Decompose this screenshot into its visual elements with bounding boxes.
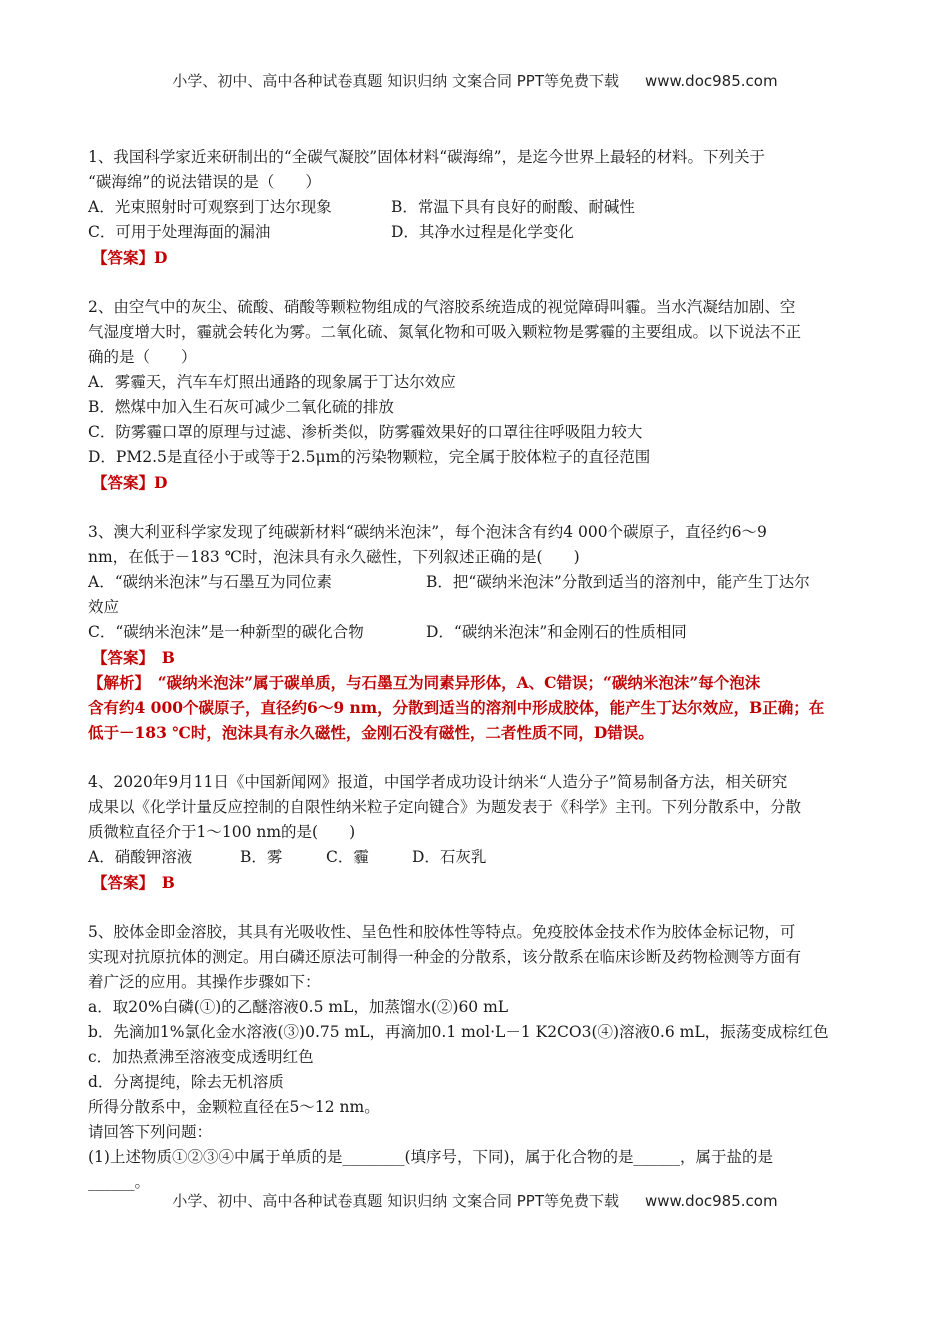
header-site[interactable]: www.doc985.com: [644, 72, 778, 90]
option-a: A．硝酸钾溶液: [88, 848, 193, 866]
option-d: D．“碳纳米泡沫”和金刚石的性质相同: [426, 623, 687, 641]
question-stem-line: 5、胶体金即金溶胶，其具有光吸收性、呈色性和胶体性等特点。免疫胶体金技术作为胶体金标记物，可: [88, 923, 796, 941]
question-stem-line: “碳海绵”的说法错误的是（ ）: [88, 173, 321, 191]
explanation-line: 低于－183 ℃时，泡沫具有永久磁性，金刚石没有磁性，二者性质不同，D错误。: [88, 723, 654, 742]
document-body: [88, 145, 863, 1195]
option-b-continued: 效应: [88, 598, 120, 616]
question-4: [88, 770, 863, 895]
option-c: C．霾: [326, 848, 369, 866]
question-stem-line: 着广泛的应用。其操作步骤如下：: [88, 973, 321, 991]
option-a: A．雾霾天，汽车车灯照出通路的现象属于丁达尔效应: [88, 373, 456, 391]
sub-question-1-continued: ______。: [88, 1173, 151, 1191]
question-stem-line: 实现对抗原抗体的测定。用白磷还原法可制得一种金的分散系，该分散系在临床诊断及药物检测等方面有: [88, 948, 802, 966]
option-b: B．雾: [240, 848, 283, 866]
question-stem-line: nm，在低于－183 ℃时，泡沫具有永久磁性，下列叙述正确的是( ): [88, 548, 580, 566]
question-5: [88, 920, 863, 1195]
options-row: [88, 570, 863, 595]
option-d: D．PM2.5是直径小于或等于2.5μm的污染物颗粒，完全属于胶体粒子的直径范围: [88, 448, 651, 466]
question-stem-line: 3、澳大利亚科学家发现了纯碳新材料“碳纳米泡沫”，每个泡沫含有约4 000个碳原子，直径约6～9: [88, 523, 767, 541]
option-c: C．防雾霾口罩的原理与过滤、渗析类似，防雾霾效果好的口罩往往呼吸阻力较大: [88, 423, 643, 441]
answer: 【答案】D: [92, 473, 168, 492]
option-b: B．把“碳纳米泡沫”分散到适当的溶剂中，能产生丁达尔: [426, 573, 810, 591]
question-stem-line: 1、我国科学家近来研制出的“全碳气凝胶”固体材料“碳海绵”，是迄今世界上最轻的材料。下列关于: [88, 148, 766, 166]
step-c: c．加热煮沸至溶液变成透明红色: [88, 1048, 314, 1066]
page-header: [0, 70, 950, 91]
question-1: [88, 145, 863, 270]
option-d: D．其净水过程是化学变化: [391, 223, 574, 241]
options-row: [88, 195, 863, 220]
sub-question-1: (1)上述物质①②③④中属于单质的是________(填序号，下同)，属于化合物的是______，属于盐的是: [88, 1148, 774, 1166]
explanation-line: 【解析】 “碳纳米泡沫”属于碳单质，与石墨互为同素异形体，A、C错误；“碳纳米泡沫”每个泡沫: [88, 673, 761, 692]
options-row: [88, 220, 863, 245]
option-d: D．石灰乳: [412, 848, 487, 866]
option-b: B．燃煤中加入生石灰可减少二氧化硫的排放: [88, 398, 394, 416]
footer-text: 小学、初中、高中各种试卷真题 知识归纳 文案合同 PPT等免费下载: [172, 1192, 619, 1210]
question-stem-line: 质微粒直径介于1～100 nm的是( ): [88, 823, 356, 841]
question-stem-line: 气湿度增大时，霾就会转化为雾。二氧化硫、氮氧化物和可吸入颗粒物是雾霾的主要组成。以下说法不正: [88, 323, 802, 341]
step-b: b．先滴加1%氯化金水溶液(③)0.75 mL，再滴加0.1 mol·L－1 K2CO3(④)溶液0.6 mL，振荡变成棕红色: [88, 1023, 829, 1041]
step-a: a．取20%白磷(①)的乙醚溶液0.5 mL，加蒸馏水(②)60 mL: [88, 998, 509, 1016]
options-row: [88, 845, 863, 870]
step-d: d．分离提纯，除去无机溶质: [88, 1073, 284, 1091]
explanation-line: 含有约4 000个碳原子，直径约6～9 nm，分散到适当的溶剂中形成胶体，能产生丁达尔效应，B正确；在: [88, 698, 825, 717]
question-stem-line: 确的是（ ）: [88, 348, 197, 366]
question-3: [88, 520, 863, 745]
answer: 【答案】 B: [92, 648, 175, 667]
answer: 【答案】 B: [92, 873, 175, 892]
result-text: 所得分散系中，金颗粒直径在5～12 nm。: [88, 1098, 380, 1116]
option-a: A．光束照射时可观察到丁达尔现象: [88, 198, 332, 216]
option-c: C．“碳纳米泡沫”是一种新型的碳化合物: [88, 623, 364, 641]
prompt-text: 请回答下列问题：: [88, 1123, 213, 1141]
answer: 【答案】D: [92, 248, 168, 267]
options-row: [88, 620, 863, 645]
option-b: B．常温下具有良好的耐酸、耐碱性: [391, 198, 635, 216]
question-stem-line: 2、由空气中的灰尘、硫酸、硝酸等颗粒物组成的气溶胶系统造成的视觉障碍叫霾。当水汽凝结加剧、空: [88, 298, 796, 316]
question-2: [88, 295, 863, 495]
question-stem-line: 4、2020年9月11日《中国新闻网》报道，中国学者成功设计纳米“人造分子”简易制备方法，相关研究: [88, 773, 788, 791]
footer-site[interactable]: www.doc985.com: [644, 1192, 778, 1210]
question-stem-line: 成果以《化学计量反应控制的自限性纳米粒子定向键合》为题发表于《科学》主刊。下列分散系中，分散: [88, 798, 802, 816]
header-text: 小学、初中、高中各种试卷真题 知识归纳 文案合同 PPT等免费下载: [172, 72, 619, 90]
option-c: C．可用于处理海面的漏油: [88, 223, 271, 241]
option-a: A．“碳纳米泡沫”与石墨互为同位素: [88, 573, 333, 591]
page-footer: [0, 1190, 950, 1211]
